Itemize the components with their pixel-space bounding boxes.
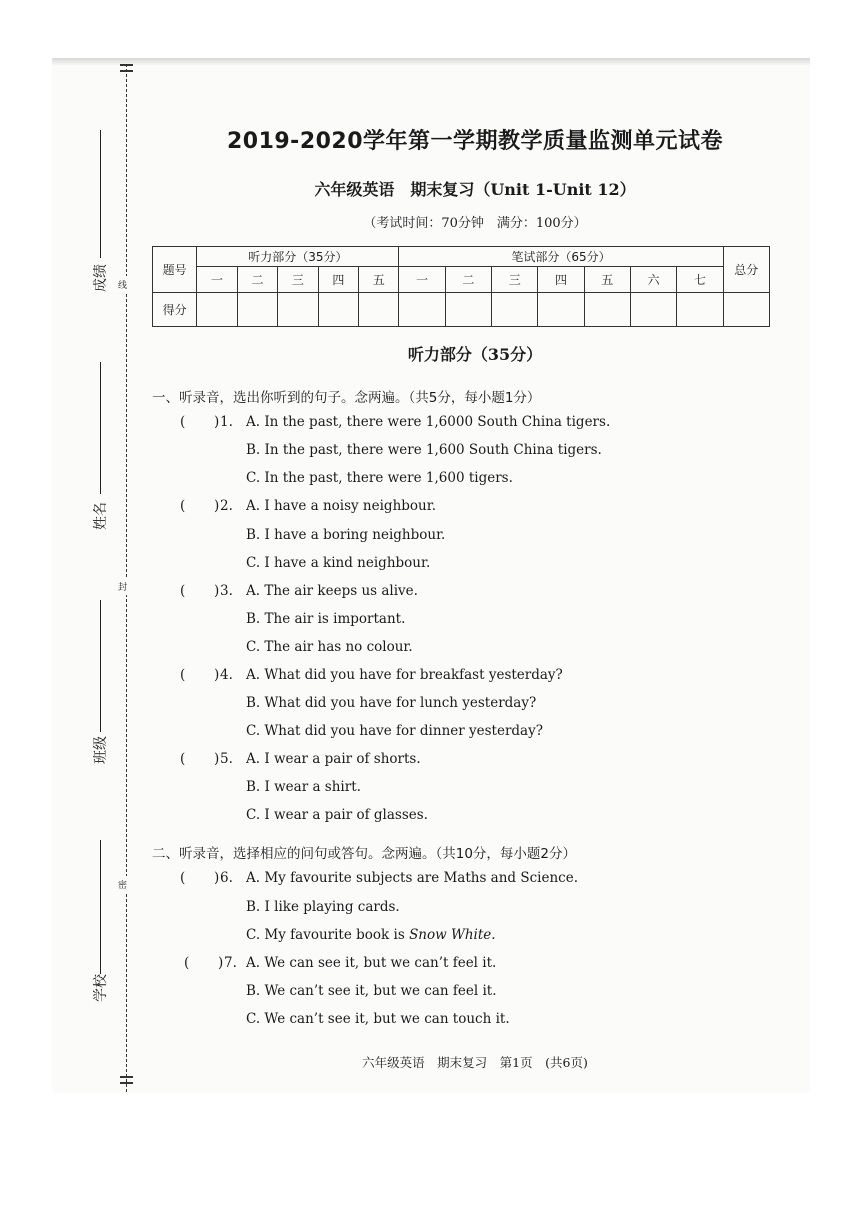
listening-col: 三 bbox=[278, 267, 318, 293]
score-cell[interactable] bbox=[399, 293, 445, 327]
option-a: A. In the past, there were 1,6000 South China tigers. bbox=[246, 414, 611, 430]
seal-char-seal: 封 bbox=[118, 578, 127, 595]
score-row-label: 得分 bbox=[153, 293, 197, 327]
option-c: C. I wear a pair of glasses. bbox=[246, 807, 428, 823]
writing-col: 五 bbox=[584, 267, 630, 293]
score-table-item-label: 题号 bbox=[153, 247, 197, 293]
class-label: 班级 bbox=[93, 736, 109, 764]
exam-info: （考试时间：70分钟 满分：100分） bbox=[363, 216, 587, 231]
listening-header: 听力部分（35分） bbox=[197, 247, 399, 267]
name-label: 姓名 bbox=[93, 502, 109, 530]
exam-title: 2019-2020学年第一学期教学质量监测单元试卷 bbox=[226, 129, 724, 154]
seal-char-close: 密 bbox=[118, 876, 127, 893]
binding-cap bbox=[120, 1076, 133, 1078]
option-b: B. The air is important. bbox=[246, 611, 406, 627]
score-cell[interactable] bbox=[677, 293, 723, 327]
page-footer: 六年级英语 期末复习 第1页 (共6页) bbox=[362, 1055, 588, 1070]
option-c: C. What did you have for dinner yesterday? bbox=[246, 723, 543, 739]
score-cell[interactable] bbox=[278, 293, 318, 327]
question-number: 2. bbox=[220, 498, 233, 514]
option-b: B. We can’t see it, but we can feel it. bbox=[246, 983, 497, 999]
binding-cap bbox=[120, 64, 133, 66]
binding-cap bbox=[120, 1082, 133, 1084]
seal-char-line: 线 bbox=[118, 276, 127, 293]
score-cell[interactable] bbox=[197, 293, 237, 327]
total-header: 总分 bbox=[723, 247, 769, 293]
score-cell[interactable] bbox=[445, 293, 491, 327]
score-cell[interactable] bbox=[237, 293, 277, 327]
option-b: B. What did you have for lunch yesterday? bbox=[246, 695, 537, 711]
listening-col: 一 bbox=[197, 267, 237, 293]
school-field[interactable] bbox=[86, 840, 116, 1010]
writing-col: 二 bbox=[445, 267, 491, 293]
question-number: 5. bbox=[220, 751, 233, 767]
listening-col: 二 bbox=[237, 267, 277, 293]
writing-col: 六 bbox=[630, 267, 676, 293]
question-number: 6. bbox=[220, 870, 233, 886]
score-cell[interactable] bbox=[318, 293, 358, 327]
score-label: 成绩 bbox=[93, 264, 109, 292]
option-c: C. I have a kind neighbour. bbox=[246, 555, 431, 571]
writing-col: 四 bbox=[538, 267, 584, 293]
writing-header: 笔试部分（65分） bbox=[399, 247, 723, 267]
option-b: B. In the past, there were 1,600 South China tigers. bbox=[246, 442, 602, 458]
score-cell[interactable] bbox=[630, 293, 676, 327]
option-a: A. My favourite subjects are Maths and Science. bbox=[246, 870, 579, 886]
question-number: 7. bbox=[224, 955, 237, 971]
option-b: B. I wear a shirt. bbox=[246, 779, 361, 795]
listening-col: 五 bbox=[359, 267, 399, 293]
score-cell[interactable] bbox=[359, 293, 399, 327]
option-c bbox=[246, 927, 496, 943]
option-a: A. We can see it, but we can’t feel it. bbox=[246, 955, 497, 971]
name-field-line bbox=[100, 362, 101, 494]
score-field bbox=[86, 130, 116, 300]
score-cell[interactable] bbox=[492, 293, 538, 327]
total-score-cell[interactable] bbox=[723, 293, 769, 327]
class-field[interactable] bbox=[86, 600, 116, 770]
writing-col: 一 bbox=[399, 267, 445, 293]
scan-shadow bbox=[52, 58, 810, 66]
option-a: A. I wear a pair of shorts. bbox=[246, 751, 421, 767]
score-cell[interactable] bbox=[538, 293, 584, 327]
listening-col: 四 bbox=[318, 267, 358, 293]
option-a: A. What did you have for breakfast yesterday? bbox=[246, 667, 563, 683]
question-number: 1. bbox=[220, 414, 233, 430]
book-title: Snow White. bbox=[409, 927, 496, 943]
option-a: A. I have a noisy neighbour. bbox=[246, 498, 436, 514]
option-c: C. In the past, there were 1,600 tigers. bbox=[246, 470, 513, 486]
school-field-line bbox=[100, 840, 101, 974]
section-2-heading: 二、听录音，选择相应的问句或答句。念两遍。（共10分，每小题2分） bbox=[152, 846, 577, 862]
exam-subtitle: 六年级英语 期末复习（Unit 1-Unit 12） bbox=[314, 180, 636, 199]
question-number: 3. bbox=[220, 583, 233, 599]
school-label: 学校 bbox=[93, 974, 109, 1002]
question-number: 4. bbox=[220, 667, 233, 683]
option-c: C. We can’t see it, but we can touch it. bbox=[246, 1011, 510, 1027]
option-a: A. The air keeps us alive. bbox=[246, 583, 418, 599]
score-cell[interactable] bbox=[584, 293, 630, 327]
listening-part-title: 听力部分（35分） bbox=[407, 345, 543, 364]
writing-col: 七 bbox=[677, 267, 723, 293]
class-field-line bbox=[100, 600, 101, 732]
option-b: B. I have a boring neighbour. bbox=[246, 527, 446, 543]
section-1-heading: 一、听录音，选出你听到的句子。念两遍。（共5分，每小题1分） bbox=[152, 390, 541, 406]
writing-col: 三 bbox=[492, 267, 538, 293]
option-c-text: C. My favourite book is bbox=[246, 927, 410, 943]
option-b: B. I like playing cards. bbox=[246, 899, 400, 915]
name-field[interactable] bbox=[86, 362, 116, 532]
score-field-line bbox=[100, 130, 101, 258]
option-c: C. The air has no colour. bbox=[246, 639, 413, 655]
score-table bbox=[152, 246, 770, 327]
binding-cap bbox=[120, 70, 133, 72]
